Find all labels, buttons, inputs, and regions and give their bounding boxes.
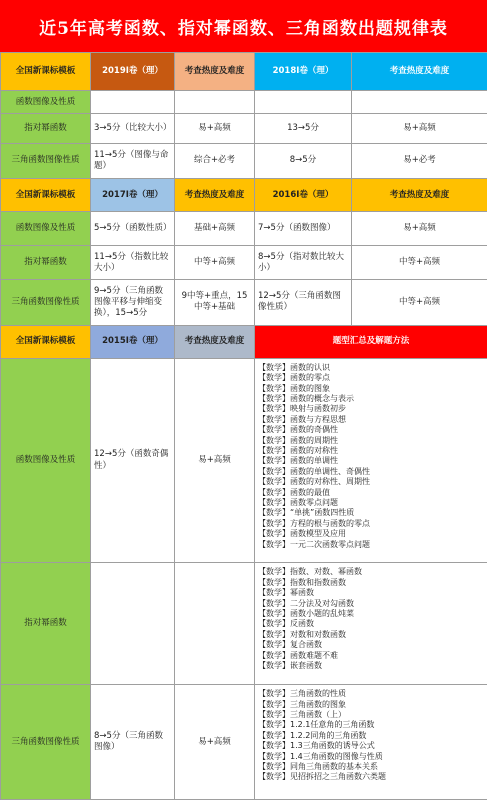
topic-item: 【数学】函数的单调性: [258, 456, 338, 466]
header-methods: 题型汇总及解题方法: [255, 325, 487, 358]
cell-heat-2019: 易+高频: [175, 113, 255, 143]
cell-2016: 8→5分（指对数比较大小）: [255, 246, 352, 280]
cell-2017: 5→5分（函数性质）: [91, 212, 175, 246]
table-row: [1, 280, 487, 325]
topic-item: 【数学】函数与方程思想: [258, 414, 346, 424]
cell-2015: 12→5分（函数奇偶性）: [91, 358, 175, 563]
cell-heat-2018: 易+必考: [352, 143, 487, 178]
cell-2015: 8→5分（三角函数图像）: [91, 685, 175, 800]
cell-2018: [255, 91, 352, 114]
topic-item: 【数学】映射与函数初步: [258, 404, 346, 414]
title-banner: [0, 0, 487, 52]
page-title: 近5年高考函数、指对幂函数、三角函数出题规律表: [39, 18, 448, 39]
table-row: [1, 212, 487, 246]
row-label: 指对幂函数: [1, 113, 91, 143]
cell-2017: 9→5分（三角函数图像平移与伸缩变换），15→5分: [91, 280, 175, 325]
topic-item: 【数学】函数的对称性: [258, 446, 338, 455]
header-template: 全国新课标模板: [1, 325, 91, 358]
header-heat-2016: 考查热度及难度: [352, 179, 487, 212]
topic-item: 【数学】同角三角函数的基本关系: [258, 762, 378, 772]
cell-2016: 12→5分（三角函数图像性质）: [255, 280, 352, 325]
row-label: 函数图像及性质: [1, 91, 91, 114]
topic-item: 【数学】三角函数（上）: [258, 710, 346, 720]
topic-item: 【数学】1.2.1任意角的三角函数: [258, 720, 375, 730]
topic-item: 【数学】函数的奇偶性: [258, 425, 338, 435]
cell-2019: 11→5分（图像与命题）: [91, 143, 175, 178]
topic-item: 【数学】1.4三角函数的图像与性质: [258, 751, 383, 761]
header-heat-2018: 考查热度及难度: [352, 53, 487, 91]
header-template: 全国新课标模板: [1, 179, 91, 212]
row-label: 三角函数图像性质: [1, 143, 91, 178]
topic-item: 【数学】三角函数的性质: [258, 689, 346, 699]
topic-item: 【数学】反函数: [258, 619, 314, 629]
row-label: 三角函数图像性质: [1, 685, 91, 800]
cell-heat-2017: 基础+高频: [175, 212, 255, 246]
row-label: 指对幂函数: [1, 246, 91, 280]
topic-list: [255, 563, 487, 685]
cell-heat-2016: 易+高频: [352, 212, 487, 246]
topic-item: 【数学】三角函数的图象: [258, 699, 346, 709]
cell-2015: [91, 563, 175, 685]
topic-item: 【数学】1.3三角函数的诱导公式: [258, 741, 375, 751]
header-heat-2019: 考查热度及难度: [175, 53, 255, 91]
header-2019: 2019Ⅰ卷（理）: [91, 53, 175, 91]
cell-2017: 11→5分（指数比较大小）: [91, 246, 175, 280]
topic-item: 【数学】函数零点问题: [258, 498, 338, 508]
header-row-2017-2016: [1, 179, 487, 212]
topic-item: 【数学】见招拆招之三角函数六类题: [258, 772, 386, 782]
cell-heat-2015: 易+高频: [175, 358, 255, 563]
topic-item: 【数学】函数小题的乱炖菜: [258, 608, 354, 618]
cell-heat-2017: 中等+高频: [175, 246, 255, 280]
topic-item: 【数学】函数的最值: [258, 487, 330, 497]
topic-item: 【数学】函数的概念与表示: [258, 393, 354, 403]
cell-heat-2018: [352, 91, 487, 114]
cell-2019: 3→5分（比较大小）: [91, 113, 175, 143]
cell-heat-2016: 中等+高频: [352, 280, 487, 325]
header-row-2015: [1, 325, 487, 358]
cell-heat-2015: 易+高频: [175, 685, 255, 800]
table-row: [1, 246, 487, 280]
exam-pattern-table: [0, 52, 487, 800]
topic-item: 【数学】函数的周期性: [258, 435, 338, 445]
table-row: [1, 358, 487, 563]
table-row: [1, 685, 487, 800]
topic-item: 【数学】“单挑”函数四性质: [258, 508, 355, 518]
row-label: 函数图像及性质: [1, 358, 91, 563]
topic-item: 【数学】一元二次函数零点问题: [258, 539, 370, 549]
header-template: 全国新课标模板: [1, 53, 91, 91]
table-row: [1, 91, 487, 114]
cell-heat-2017: 9中等+重点，15中等+基础: [175, 280, 255, 325]
table-row: [1, 563, 487, 685]
topic-item: 【数学】复合函数: [258, 640, 322, 650]
topic-item: 【数学】函数模型及应用: [258, 529, 346, 539]
cell-heat-2019: [175, 91, 255, 114]
row-label: 指对幂函数: [1, 563, 91, 685]
topic-item: 【数学】函数的对称性、周期性: [258, 477, 370, 487]
cell-2019: [91, 91, 175, 114]
cell-2018: 13→5分: [255, 113, 352, 143]
topic-item: 【数学】指数和指数函数: [258, 577, 346, 587]
header-2017: 2017Ⅰ卷（理）: [91, 179, 175, 212]
table-row: [1, 113, 487, 143]
topic-list: [255, 685, 487, 800]
topic-item: 【数学】对数和对数函数: [258, 629, 346, 639]
cell-heat-2016: 中等+高频: [352, 246, 487, 280]
header-2015: 2015Ⅰ卷（理）: [91, 325, 175, 358]
topic-item: 【数学】1.2.2同角的三角函数: [258, 730, 367, 740]
row-label: 函数图像及性质: [1, 212, 91, 246]
topic-item: 【数学】函数难题不难: [258, 650, 338, 660]
header-heat-2015: 考查热度及难度: [175, 325, 255, 358]
topic-item: 【数学】指数、对数、幂函数: [258, 567, 362, 577]
topic-item: 【数学】函数的认识: [258, 362, 330, 372]
topic-item: 【数学】方程的根与函数的零点: [258, 518, 370, 528]
topic-item: 【数学】函数的零点: [258, 373, 330, 383]
cell-heat-2019: 综合+必考: [175, 143, 255, 178]
topic-item: 【数学】嵌套函数: [258, 660, 322, 670]
header-row-2019-2018: [1, 53, 487, 91]
header-2016: 2016Ⅰ卷（理）: [255, 179, 352, 212]
topic-item: 【数学】函数的单调性、奇偶性: [258, 466, 370, 476]
cell-2016: 7→5分（函数图像）: [255, 212, 352, 246]
table-row: [1, 143, 487, 178]
topic-item: 【数学】函数的图象: [258, 383, 330, 393]
topic-item: 【数学】二分法及对勾函数: [258, 598, 354, 608]
topic-item: 【数学】幂函数: [258, 588, 314, 598]
header-2018: 2018Ⅰ卷（理）: [255, 53, 352, 91]
row-label: 三角函数图像性质: [1, 280, 91, 325]
header-heat-2017: 考查热度及难度: [175, 179, 255, 212]
cell-heat-2018: 易+高频: [352, 113, 487, 143]
cell-2018: 8→5分: [255, 143, 352, 178]
cell-heat-2015: [175, 563, 255, 685]
topic-list: [255, 358, 487, 563]
